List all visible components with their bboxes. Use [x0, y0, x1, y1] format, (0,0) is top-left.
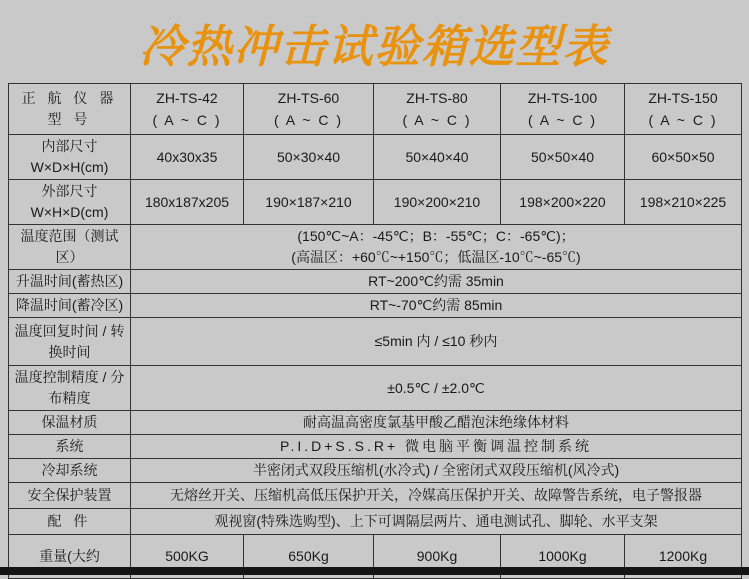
model-variant: ( A ~ C )	[152, 112, 222, 128]
model-variant: ( A ~ C )	[648, 112, 718, 128]
row-label-cell: 保温材质	[9, 411, 131, 435]
temp-range-line2: (高温区：+60℃~+150℃；低温区-10℃~-65℃)	[291, 249, 581, 265]
weight-value: 500KG	[131, 535, 244, 579]
model-name: ZH-TS-80	[406, 89, 468, 106]
row-label-cell	[9, 180, 131, 225]
outer-size-value: 190×200×210	[374, 180, 501, 225]
row-value-cell: 观视窗(特殊选购型)、上下可调隔层两片、通电测试孔、脚轮、水平支架	[131, 509, 742, 535]
row-label-cell: 安全保护装置	[9, 483, 131, 509]
table-row-models	[9, 84, 742, 135]
table-row-outer-size	[9, 180, 742, 225]
table-row-heatup	[9, 270, 742, 294]
outer-size-value: 190×187×210	[244, 180, 374, 225]
row-value-cell: ≤5min 内 / ≤10 秒内	[131, 318, 742, 366]
row-label-cell: 配 件	[9, 509, 131, 535]
model-variant: ( A ~ C )	[528, 112, 597, 128]
row-value-cell: ±0.5℃ / ±2.0℃	[131, 366, 742, 411]
model-header-cell	[374, 84, 501, 135]
inner-size-value: 50×30×40	[244, 135, 374, 180]
table-row-inner-size	[9, 135, 742, 180]
row-label-cell: 降温时间(蓄冷区)	[9, 294, 131, 318]
model-header-cell	[131, 84, 244, 135]
model-header-cell	[501, 84, 625, 135]
weight-value: 1000Kg	[501, 535, 625, 579]
temp-range-value-cell	[131, 225, 742, 270]
page-title: 冷热冲击试验箱选型表	[139, 21, 610, 72]
inner-size-value: 50×40×40	[374, 135, 501, 180]
model-variant: ( A ~ C )	[402, 112, 472, 128]
table-row-recovery-time	[9, 318, 742, 366]
outer-size-value: 198×210×225	[625, 180, 742, 225]
spec-table	[8, 83, 742, 579]
row-label-cell: 温度回复时间 / 转换时间	[9, 318, 131, 366]
table-row-accessories	[9, 509, 742, 535]
row-label-cell: 温度控制精度 / 分布精度	[9, 366, 131, 411]
model-name: ZH-TS-100	[527, 89, 598, 106]
row-label: 外部尺寸	[41, 183, 98, 199]
corner-header-cell: 正 航 仪 器 型 号	[9, 84, 131, 135]
model-name: ZH-TS-60	[277, 89, 340, 106]
row-value-cell: 半密闭式双段压缩机(水冷式) / 全密闭式双段压缩机(风冷式)	[131, 459, 742, 483]
row-value-cell: 耐高温高密度氯基甲酸乙醋泡沫绝缘体材料	[131, 411, 742, 435]
model-header-cell	[244, 84, 374, 135]
model-name: ZH-TS-150	[648, 89, 718, 106]
temp-range-line1: (150℃~A：-45℃；B：-55℃；C：-65℃)；	[297, 228, 575, 244]
row-label: 内部尺寸	[41, 138, 98, 154]
row-value-cell: RT~200℃约需 35min	[131, 270, 742, 294]
outer-size-value: 180x187x205	[131, 180, 244, 225]
row-label-cell: 温度范围（测试区）	[9, 225, 131, 270]
row-label-cell	[9, 135, 131, 180]
table-row-cooling-system	[9, 459, 742, 483]
table-row-insulation	[9, 411, 742, 435]
model-header-cell	[625, 84, 742, 135]
model-name: ZH-TS-42	[156, 89, 218, 106]
table-row-precision	[9, 366, 742, 411]
row-label-cell: 升温时间(蓄热区)	[9, 270, 131, 294]
model-variant: ( A ~ C )	[274, 112, 343, 128]
table-row-safety	[9, 483, 742, 509]
row-value-cell: RT~-70℃约需 85min	[131, 294, 742, 318]
row-sublabel: W×H×D(cm)	[30, 204, 109, 220]
weight-value: 900Kg	[374, 535, 501, 579]
inner-size-value: 40x30x35	[131, 135, 244, 180]
row-value-cell: 无熔丝开关、压缩机高低压保护开关，冷媒高压保护开关、故障警告系统，电子警报器	[131, 483, 742, 509]
table-row-cooldown	[9, 294, 742, 318]
table-row-temp-range	[9, 225, 742, 270]
bottom-black-bar	[0, 567, 749, 575]
row-label-cell: 系统	[9, 435, 131, 459]
table-row-system	[9, 435, 742, 459]
inner-size-value: 60×50×50	[625, 135, 742, 180]
row-label-cell: 冷却系统	[9, 459, 131, 483]
weight-value: 650Kg	[244, 535, 374, 579]
row-label-cell: 重量(大约	[9, 535, 131, 579]
row-sublabel: W×D×H(cm)	[30, 159, 109, 175]
outer-size-value: 198×200×220	[501, 180, 625, 225]
weight-value: 1200Kg	[625, 535, 742, 579]
inner-size-value: 50×50×40	[501, 135, 625, 180]
row-value-cell: P.I.D+S.S.R+ 微电脑平衡调温控制系统	[131, 435, 742, 459]
